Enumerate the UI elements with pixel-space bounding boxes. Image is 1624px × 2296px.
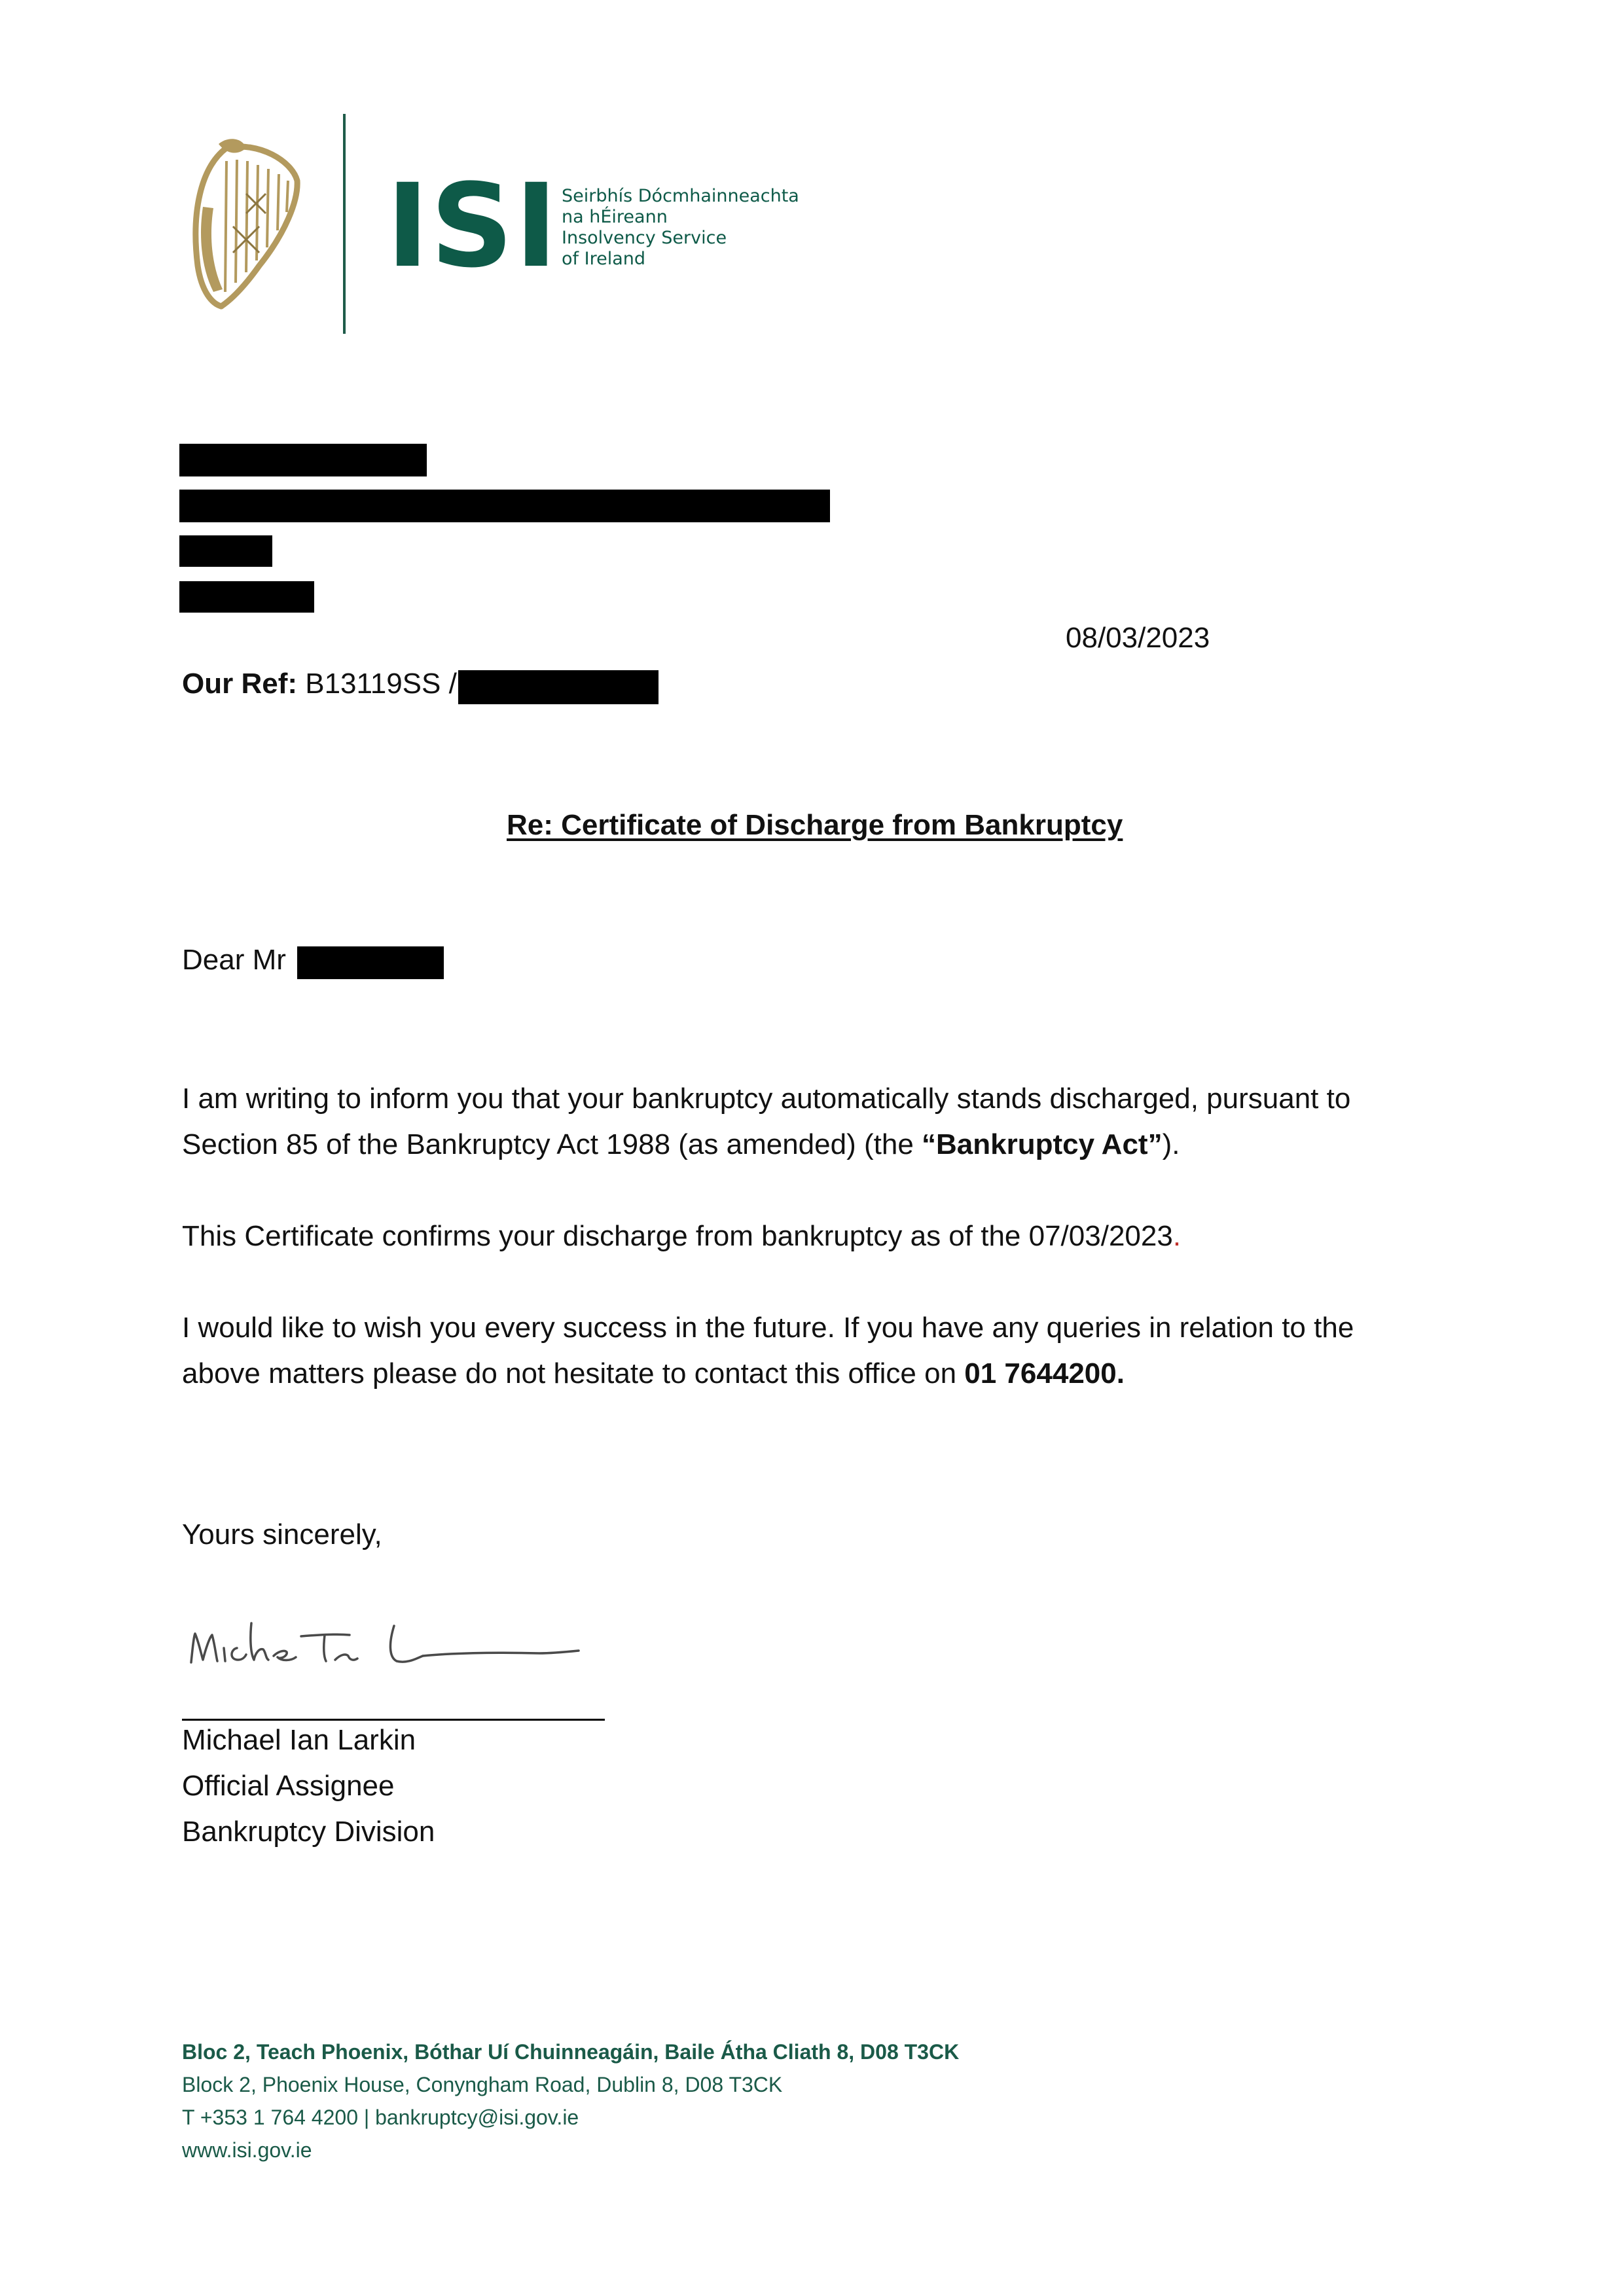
salutation: Dear Mr bbox=[182, 944, 286, 976]
our-ref bbox=[182, 661, 457, 707]
para1-tail: ). bbox=[1162, 1128, 1180, 1160]
redacted-ref-suffix bbox=[458, 670, 659, 704]
letter-subject: Re: Certificate of Discharge from Bankruptcy bbox=[507, 809, 1123, 841]
paragraph-contact-line-1: I would like to wish you every success in the future. If you have any queries in relation to the bbox=[182, 1312, 1354, 1344]
org-line-2: na hÉireann bbox=[562, 207, 668, 227]
contact-phone: 01 7644200. bbox=[964, 1357, 1125, 1390]
letter-date: 08/03/2023 bbox=[1066, 622, 1210, 654]
closing: Yours sincerely, bbox=[182, 1518, 382, 1551]
para1-text: Section 85 of the Bankruptcy Act 1988 (as amended) (the bbox=[182, 1128, 922, 1160]
org-line-4: of Ireland bbox=[562, 249, 645, 269]
footer-address-english: Block 2, Phoenix House, Conyngham Road, Dublin 8, D08 T3CK bbox=[182, 2073, 783, 2096]
para3-text: above matters please do not hesitate to contact this office on bbox=[182, 1357, 965, 1390]
our-ref-value: B13119SS / bbox=[305, 668, 457, 700]
paragraph-discharge-date bbox=[182, 1213, 1465, 1259]
org-line-1: Seirbhís Dócmhainneachta bbox=[562, 186, 799, 206]
footer-address-irish: Bloc 2, Teach Phoenix, Bóthar Uí Chuinneagáin, Baile Átha Cliath 8, D08 T3CK bbox=[182, 2040, 960, 2064]
paragraph-discharge-notice-line-2 bbox=[182, 1122, 1465, 1168]
signatory-name: Michael Ian Larkin bbox=[182, 1724, 416, 1756]
redacted-address-line-3 bbox=[179, 581, 314, 613]
redacted-recipient-surname bbox=[297, 946, 444, 979]
paragraph-discharge-notice-line-1: I am writing to inform you that your bankruptcy automatically stands discharged, pursuant to bbox=[182, 1083, 1351, 1115]
handwritten-signature bbox=[186, 1597, 592, 1682]
signatory-division: Bankruptcy Division bbox=[182, 1816, 435, 1848]
isi-logo-text: ISI bbox=[386, 159, 559, 293]
redacted-address-line-1 bbox=[179, 490, 830, 522]
redacted-address-line-2 bbox=[179, 535, 272, 567]
footer-website-link[interactable]: www.isi.gov.ie bbox=[182, 2138, 312, 2162]
harp-emblem-icon bbox=[187, 135, 305, 312]
logo-divider bbox=[343, 114, 346, 334]
para2-period: . bbox=[1172, 1220, 1182, 1252]
bankruptcy-act-term: “Bankruptcy Act” bbox=[922, 1128, 1163, 1160]
org-line-3: Insolvency Service bbox=[562, 228, 727, 248]
para2-text: This Certificate confirms your discharge from bankruptcy as of the 07/03/2023 bbox=[182, 1220, 1173, 1252]
redacted-recipient-name bbox=[179, 444, 427, 476]
organization-name bbox=[562, 186, 863, 270]
signatory-title: Official Assignee bbox=[182, 1770, 395, 1802]
paragraph-contact-line-2 bbox=[182, 1351, 1465, 1397]
footer-contact: T +353 1 764 4200 | bankruptcy@isi.gov.ie bbox=[182, 2106, 579, 2129]
our-ref-label: Our Ref: bbox=[182, 668, 297, 700]
